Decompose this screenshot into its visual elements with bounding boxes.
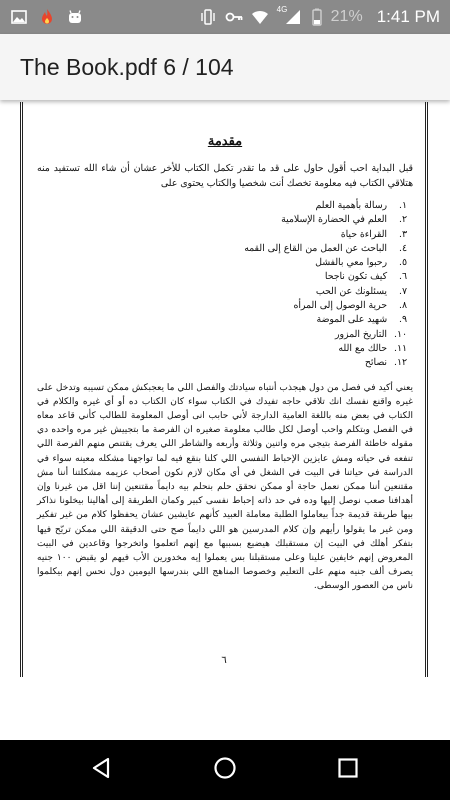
- contents-list-item: [37, 356, 413, 370]
- list-item-text: حرية الوصول إلى المرأه: [293, 300, 387, 312]
- back-button[interactable]: [78, 746, 126, 794]
- list-item-text: شهيد على الموضة: [316, 314, 387, 326]
- signal-icon: [276, 5, 303, 26]
- list-item-number: ٣.: [399, 228, 407, 240]
- list-item-number: ٧.: [399, 285, 407, 297]
- contents-list-item: [37, 270, 413, 284]
- network-type: 4G: [276, 5, 288, 14]
- list-item-number: ٦.: [399, 271, 407, 283]
- image-icon: [10, 8, 28, 26]
- status-system: [199, 7, 440, 27]
- clock: 1:41 PM: [376, 7, 440, 26]
- list-item-number: ١٠.: [394, 328, 407, 340]
- list-item-text: نصائح: [364, 357, 387, 369]
- page-content: [23, 102, 425, 677]
- recents-icon: [335, 755, 361, 785]
- status-notifications: [10, 8, 84, 26]
- list-item-text: التاريخ المزور: [335, 328, 387, 340]
- home-button[interactable]: [201, 746, 249, 794]
- battery-percent: 21%: [330, 8, 363, 25]
- wifi-icon: [251, 8, 269, 26]
- contents-list-item: [37, 242, 413, 256]
- page-number: ٦: [221, 655, 227, 666]
- viewer-bottom-space: [0, 677, 450, 740]
- contents-list-item: [37, 299, 413, 313]
- pdf-page[interactable]: [20, 102, 428, 677]
- recents-button[interactable]: [324, 746, 372, 794]
- contents-list-item: [37, 213, 413, 227]
- list-item-number: ٨.: [399, 300, 407, 312]
- contents-list-item: [37, 256, 413, 270]
- navigation-bar: [0, 740, 450, 800]
- list-item-text: الباحث عن العمل من القاع إلى القمه: [244, 242, 387, 254]
- home-icon: [212, 755, 238, 785]
- contents-list-item: [37, 342, 413, 356]
- intro-paragraph: قبل البداية احب أقول حاول على قد ما تقدر تكمل الكتاب للأخر عشان أن شاء الله تستفيد منه هتلاقي الكتاب فيه معلومة تخصك أنت شخصيا والكتاب يحتوى على: [37, 163, 413, 189]
- list-item-number: ١٢.: [394, 357, 407, 369]
- document-title: The Book.pdf 6 / 104: [20, 53, 234, 80]
- list-item-text: رحبوا معي بالفشل: [315, 257, 387, 269]
- list-item-number: ٤.: [399, 242, 407, 254]
- list-item-text: القراءة حياة: [340, 228, 387, 240]
- list-item-number: ٩.: [399, 314, 407, 326]
- contents-list-item: [37, 328, 413, 342]
- list-item-number: ٥.: [399, 257, 407, 269]
- list-item-text: العلم في الحضارة الإسلامية: [281, 214, 387, 226]
- list-item-number: ٢.: [399, 214, 407, 226]
- back-icon: [89, 755, 115, 785]
- body-paragraph: يعني أكيد في فصل من دول هيجذب أنتباه سيادتك والفصل اللي ما يعجبكش ممكن تسيبه وتدخل على غيره واقنع نفسك انك تلاقي حاجه تفيدك في الكتاب سواء كان الكتاب ده أو أي غيره والكلام في الكتاب في بعض منه باللغة العامية الدارجة لأني حابب انى أوصل المعلومة للطالب كأني قاعد معاه في الفصل وبتكلم واحب أوصل لكل طالب معلومة صغيره ان الفرصة ما بتجييش غير مره واحده دي مقوله خاطئة الفرصة بتيجي مره واتنين وثلاثة وأربعه والشاطر اللي يعرف يقتنص منهم الفرصة اللي تنفعه في حياته ومش عايزين الإحباط النفسي اللي كلنا بنقع فيه لما تواجهنا مشكله معينه سواء في الدراسة في حياتنا في البيت في الشغل في أي مكان لازم نكون أصحاب عزيمه مشكلتنا أننا مش مقتنعين أننا ممكن نعمل حاجة أو ممكن نحقق حلم بنحلم بيه دايماً مقتنعين إننا اقل من غيرنا وإن أهدافنا صعب نوصل إليها وده في حد ذاته إحباط نفسى كبير وكمان الطريقة إلى أهالينا بيخلونا نذاكر بيها طريقة قديمة جداً بيعاملوا الطلبة معاملة العبيد كأنهم عايشين عشان يحفظوا كلام من غير تفكير ومن غير ما يقولوا رأيهم وإن كلام المدرسين هو اللي دايماً صح حتى الدقيقة اللي ممكن تريّح فيها بتفكر أهلك في البيت إن مستقبلك هيضيع بسببها مع إنهم اتعلموا واتخرجوا وقاعدين في البيت المعروض إنهم خايفين علينا وعلى مستقبلنا بس يعملوا إيه مخدورين الأب فيهم لو يقبض ١٠٠ جنيه يصرف ألف جنيه منهم على التعليم وخصوصا المناهج اللي بندرسها اليومين دول نحس إنهم بيكلموا ناس من العصور الوسطى.: [37, 382, 414, 592]
- contents-list-item: [37, 313, 413, 327]
- flame-icon: [38, 8, 56, 26]
- list-item-text: رسالة بأهمية العلم: [315, 200, 387, 211]
- list-item-number: ١.: [399, 200, 407, 211]
- android-icon: [66, 8, 84, 26]
- contents-list-item: [37, 285, 413, 299]
- contents-list: [37, 199, 413, 371]
- contents-list-item: [37, 228, 413, 242]
- app-bar: [0, 34, 450, 100]
- key-icon: [225, 8, 243, 26]
- page-heading: مقدمة: [207, 134, 243, 149]
- contents-list-item: [37, 199, 413, 213]
- list-item-text: يسئلونك عن الحب: [315, 285, 387, 297]
- list-item-text: كيف تكون ناجحا: [324, 271, 387, 283]
- pdf-viewer[interactable]: [0, 100, 450, 677]
- status-bar: [0, 0, 450, 34]
- vibrate-icon: [199, 8, 217, 26]
- battery-icon: [311, 8, 323, 26]
- list-item-text: حالك مع الله: [338, 342, 387, 354]
- list-item-number: ١١.: [394, 342, 407, 354]
